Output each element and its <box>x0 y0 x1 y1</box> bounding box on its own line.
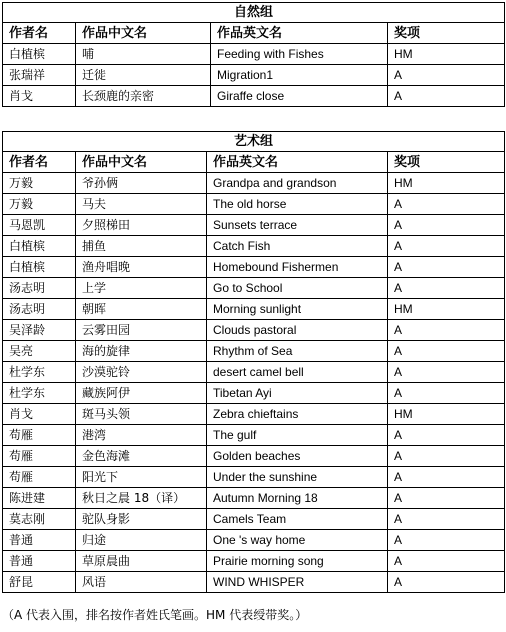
award-cell: HM <box>388 173 505 194</box>
table-row <box>3 215 505 236</box>
table-row <box>3 446 505 467</box>
chinese-title-cell: 长颈鹿的亲密 <box>76 86 211 107</box>
author-cell: 张瑞祥 <box>3 65 76 86</box>
author-cell: 白植槟 <box>3 236 76 257</box>
chinese-title-cell: 阳光下 <box>76 467 207 488</box>
award-cell: A <box>388 341 505 362</box>
author-cell: 万毅 <box>3 173 76 194</box>
english-title-cell: Zebra chieftains <box>207 404 388 425</box>
author-cell: 舒昆 <box>3 572 76 593</box>
art-header-row <box>3 152 505 173</box>
english-title-cell: desert camel bell <box>207 362 388 383</box>
table-row <box>3 44 505 65</box>
chinese-title-cell: 海的旋律 <box>76 341 207 362</box>
table-row <box>3 341 505 362</box>
english-title-cell: Sunsets terrace <box>207 215 388 236</box>
chinese-title-cell: 港湾 <box>76 425 207 446</box>
award-cell: HM <box>388 44 505 65</box>
author-cell: 苟雁 <box>3 467 76 488</box>
english-title-cell: Clouds pastoral <box>207 320 388 341</box>
english-title-cell: Giraffe close <box>211 86 388 107</box>
chinese-title-cell: 朝晖 <box>76 299 207 320</box>
chinese-title-cell: 哺 <box>76 44 211 65</box>
table-row <box>3 194 505 215</box>
english-title-cell: Under the sunshine <box>207 467 388 488</box>
author-cell: 肖戈 <box>3 404 76 425</box>
chinese-title-cell: 捕鱼 <box>76 236 207 257</box>
english-title-cell: Prairie morning song <box>207 551 388 572</box>
chinese-title-cell: 迁徙 <box>76 65 211 86</box>
table-row <box>3 530 505 551</box>
award-cell: A <box>388 551 505 572</box>
table-row <box>3 299 505 320</box>
award-cell: A <box>388 446 505 467</box>
author-cell: 吴亮 <box>3 341 76 362</box>
english-title-cell: Homebound Fishermen <box>207 257 388 278</box>
award-cell: A <box>388 530 505 551</box>
table-row <box>3 278 505 299</box>
chinese-title-cell: 风语 <box>76 572 207 593</box>
award-cell: A <box>388 236 505 257</box>
award-cell: A <box>388 215 505 236</box>
english-title-cell: Feeding with Fishes <box>211 44 388 65</box>
english-title-cell: Go to School <box>207 278 388 299</box>
table-row <box>3 404 505 425</box>
author-cell: 苟雁 <box>3 425 76 446</box>
chinese-title-cell: 藏族阿伊 <box>76 383 207 404</box>
author-cell: 汤志明 <box>3 299 76 320</box>
award-cell: A <box>388 509 505 530</box>
english-title-cell: One 's way home <box>207 530 388 551</box>
header-award: 奖项 <box>388 152 505 173</box>
author-cell: 马恩凯 <box>3 215 76 236</box>
chinese-title-cell: 斑马头领 <box>76 404 207 425</box>
header-author: 作者名 <box>3 23 76 44</box>
author-cell: 普通 <box>3 530 76 551</box>
table-row <box>3 488 505 509</box>
table-row <box>3 257 505 278</box>
english-title-cell: The old horse <box>207 194 388 215</box>
award-cell: A <box>388 320 505 341</box>
english-title-cell: Rhythm of Sea <box>207 341 388 362</box>
author-cell: 汤志明 <box>3 278 76 299</box>
author-cell: 白植槟 <box>3 44 76 65</box>
award-cell: A <box>388 467 505 488</box>
english-title-cell: WIND WHISPER <box>207 572 388 593</box>
table-row <box>3 86 505 107</box>
english-title-cell: Grandpa and grandson <box>207 173 388 194</box>
award-cell: A <box>388 278 505 299</box>
table-row <box>3 173 505 194</box>
author-cell: 杜学东 <box>3 383 76 404</box>
table-row <box>3 572 505 593</box>
header-chinese-title: 作品中文名 <box>76 152 207 173</box>
english-title-cell: Migration1 <box>211 65 388 86</box>
english-title-cell: Autumn Morning 18 <box>207 488 388 509</box>
art-group-table <box>2 131 505 593</box>
table-row <box>3 551 505 572</box>
english-title-cell: Tibetan Ayi <box>207 383 388 404</box>
chinese-title-cell: 驼队身影 <box>76 509 207 530</box>
author-cell: 万毅 <box>3 194 76 215</box>
author-cell: 白植槟 <box>3 257 76 278</box>
table-row <box>3 362 505 383</box>
english-title-cell: Morning sunlight <box>207 299 388 320</box>
chinese-title-cell: 沙漠驼铃 <box>76 362 207 383</box>
award-cell: A <box>388 488 505 509</box>
award-cell: HM <box>388 299 505 320</box>
chinese-title-cell: 秋日之晨 18（译） <box>76 488 207 509</box>
chinese-title-cell: 上学 <box>76 278 207 299</box>
author-cell: 苟雁 <box>3 446 76 467</box>
table-row <box>3 425 505 446</box>
english-title-cell: Catch Fish <box>207 236 388 257</box>
author-cell: 肖戈 <box>3 86 76 107</box>
award-cell: A <box>388 194 505 215</box>
chinese-title-cell: 归途 <box>76 530 207 551</box>
english-title-cell: Camels Team <box>207 509 388 530</box>
award-cell: A <box>388 572 505 593</box>
table-row <box>3 467 505 488</box>
nature-header-row <box>3 23 505 44</box>
nature-group-table <box>2 2 505 107</box>
header-english-title: 作品英文名 <box>211 23 388 44</box>
award-cell: HM <box>388 404 505 425</box>
nature-group-title: 自然组 <box>3 3 505 23</box>
author-cell: 普通 <box>3 551 76 572</box>
chinese-title-cell: 马夫 <box>76 194 207 215</box>
author-cell: 陈进建 <box>3 488 76 509</box>
award-cell: A <box>388 65 505 86</box>
table-row <box>3 65 505 86</box>
chinese-title-cell: 爷孙俩 <box>76 173 207 194</box>
chinese-title-cell: 夕照梯田 <box>76 215 207 236</box>
chinese-title-cell: 金色海滩 <box>76 446 207 467</box>
chinese-title-cell: 云雾田园 <box>76 320 207 341</box>
table-row <box>3 320 505 341</box>
art-title-row <box>3 132 505 152</box>
award-cell: A <box>388 362 505 383</box>
author-cell: 莫志刚 <box>3 509 76 530</box>
chinese-title-cell: 渔舟唱晚 <box>76 257 207 278</box>
header-award: 奖项 <box>388 23 505 44</box>
award-cell: A <box>388 257 505 278</box>
table-row <box>3 509 505 530</box>
table-row <box>3 383 505 404</box>
award-cell: A <box>388 383 505 404</box>
author-cell: 吴泽龄 <box>3 320 76 341</box>
header-english-title: 作品英文名 <box>207 152 388 173</box>
english-title-cell: The gulf <box>207 425 388 446</box>
author-cell: 杜学东 <box>3 362 76 383</box>
header-author: 作者名 <box>3 152 76 173</box>
english-title-cell: Golden beaches <box>207 446 388 467</box>
award-cell: A <box>388 425 505 446</box>
table-row <box>3 236 505 257</box>
award-cell: A <box>388 86 505 107</box>
nature-title-row <box>3 3 505 23</box>
header-chinese-title: 作品中文名 <box>76 23 211 44</box>
footnote: （A 代表入围，排名按作者姓氏笔画。HM 代表绶带奖。） <box>2 608 308 622</box>
art-group-title: 艺术组 <box>3 132 505 152</box>
chinese-title-cell: 草原晨曲 <box>76 551 207 572</box>
